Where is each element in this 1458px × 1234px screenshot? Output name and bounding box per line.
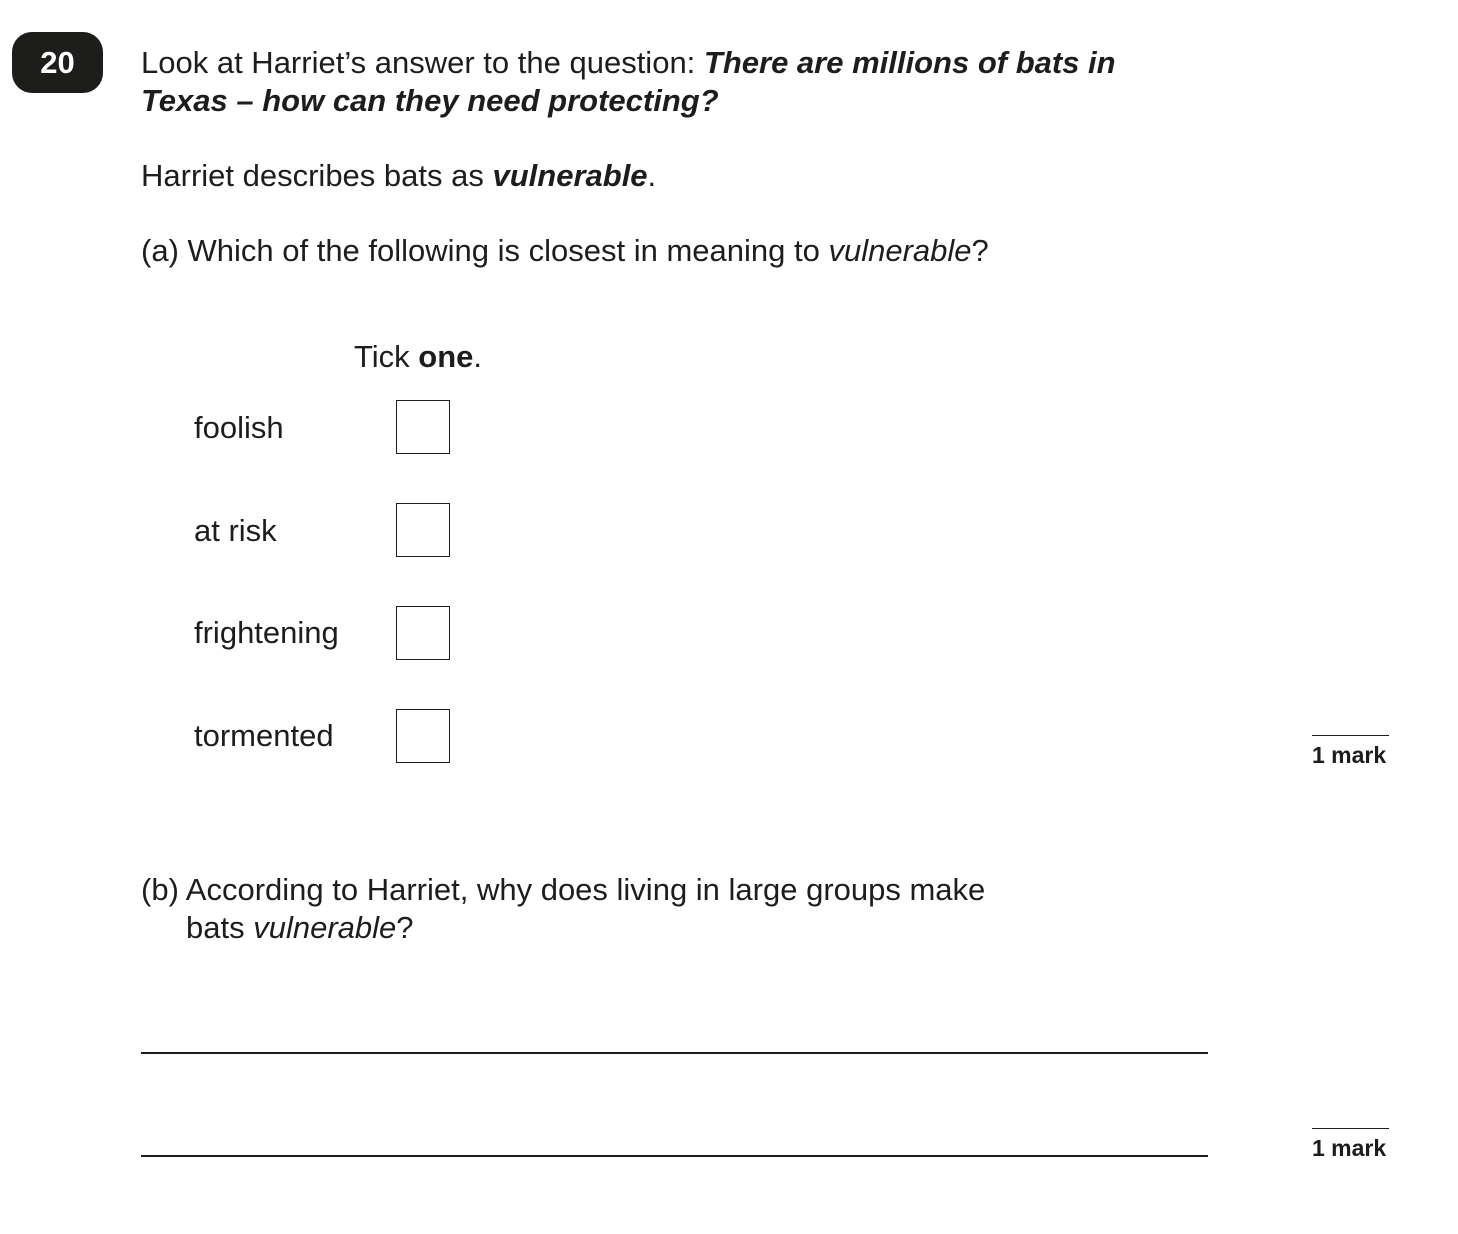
part-a-prompt-end: ? — [971, 233, 989, 268]
harriet-description — [141, 157, 656, 195]
question-number: 20 — [40, 44, 75, 80]
part-b-prompt-end: ? — [396, 910, 414, 945]
part-a-keyword: vulnerable — [828, 233, 972, 268]
option-label-foolish: foolish — [194, 410, 284, 445]
description-end: . — [647, 158, 657, 193]
question-intro-text: Look at Harriet’s answer to the question: — [141, 45, 704, 80]
description-text: Harriet describes bats as — [141, 158, 493, 193]
tick-instruction-bold: one — [418, 339, 474, 374]
tick-instruction-end: . — [473, 339, 483, 374]
question-number-badge — [12, 32, 103, 93]
part-a-mark: 1 mark — [1312, 735, 1389, 769]
option-label-tormented: tormented — [194, 718, 334, 753]
answer-line-1[interactable] — [141, 1052, 1208, 1054]
tick-box-tormented[interactable] — [396, 709, 450, 763]
option-label-at-risk: at risk — [194, 513, 277, 548]
part-b-keyword: vulnerable — [253, 910, 397, 945]
question-intro — [141, 44, 1116, 82]
part-b-prompt-line-2 — [186, 909, 414, 947]
tick-box-foolish[interactable] — [396, 400, 450, 454]
tick-box-at-risk[interactable] — [396, 503, 450, 557]
tick-box-frightening[interactable] — [396, 606, 450, 660]
option-label-frightening: frightening — [194, 615, 339, 650]
part-b-prompt-text: bats — [186, 910, 254, 945]
answer-line-2[interactable] — [141, 1155, 1208, 1157]
part-a-prompt — [141, 232, 989, 270]
keyword-vulnerable: vulnerable — [492, 158, 648, 193]
tick-instruction-text: Tick — [354, 339, 419, 374]
quoted-question-line-1: There are millions of bats in — [703, 45, 1116, 80]
part-b-prompt-line-1: (b) According to Harriet, why does living in large groups make — [141, 872, 986, 907]
part-a-prompt-text: (a) Which of the following is closest in meaning to — [141, 233, 829, 268]
tick-instruction — [354, 338, 482, 376]
part-b-mark: 1 mark — [1312, 1128, 1389, 1162]
quoted-question-line-2: Texas – how can they need protecting? — [141, 83, 719, 118]
